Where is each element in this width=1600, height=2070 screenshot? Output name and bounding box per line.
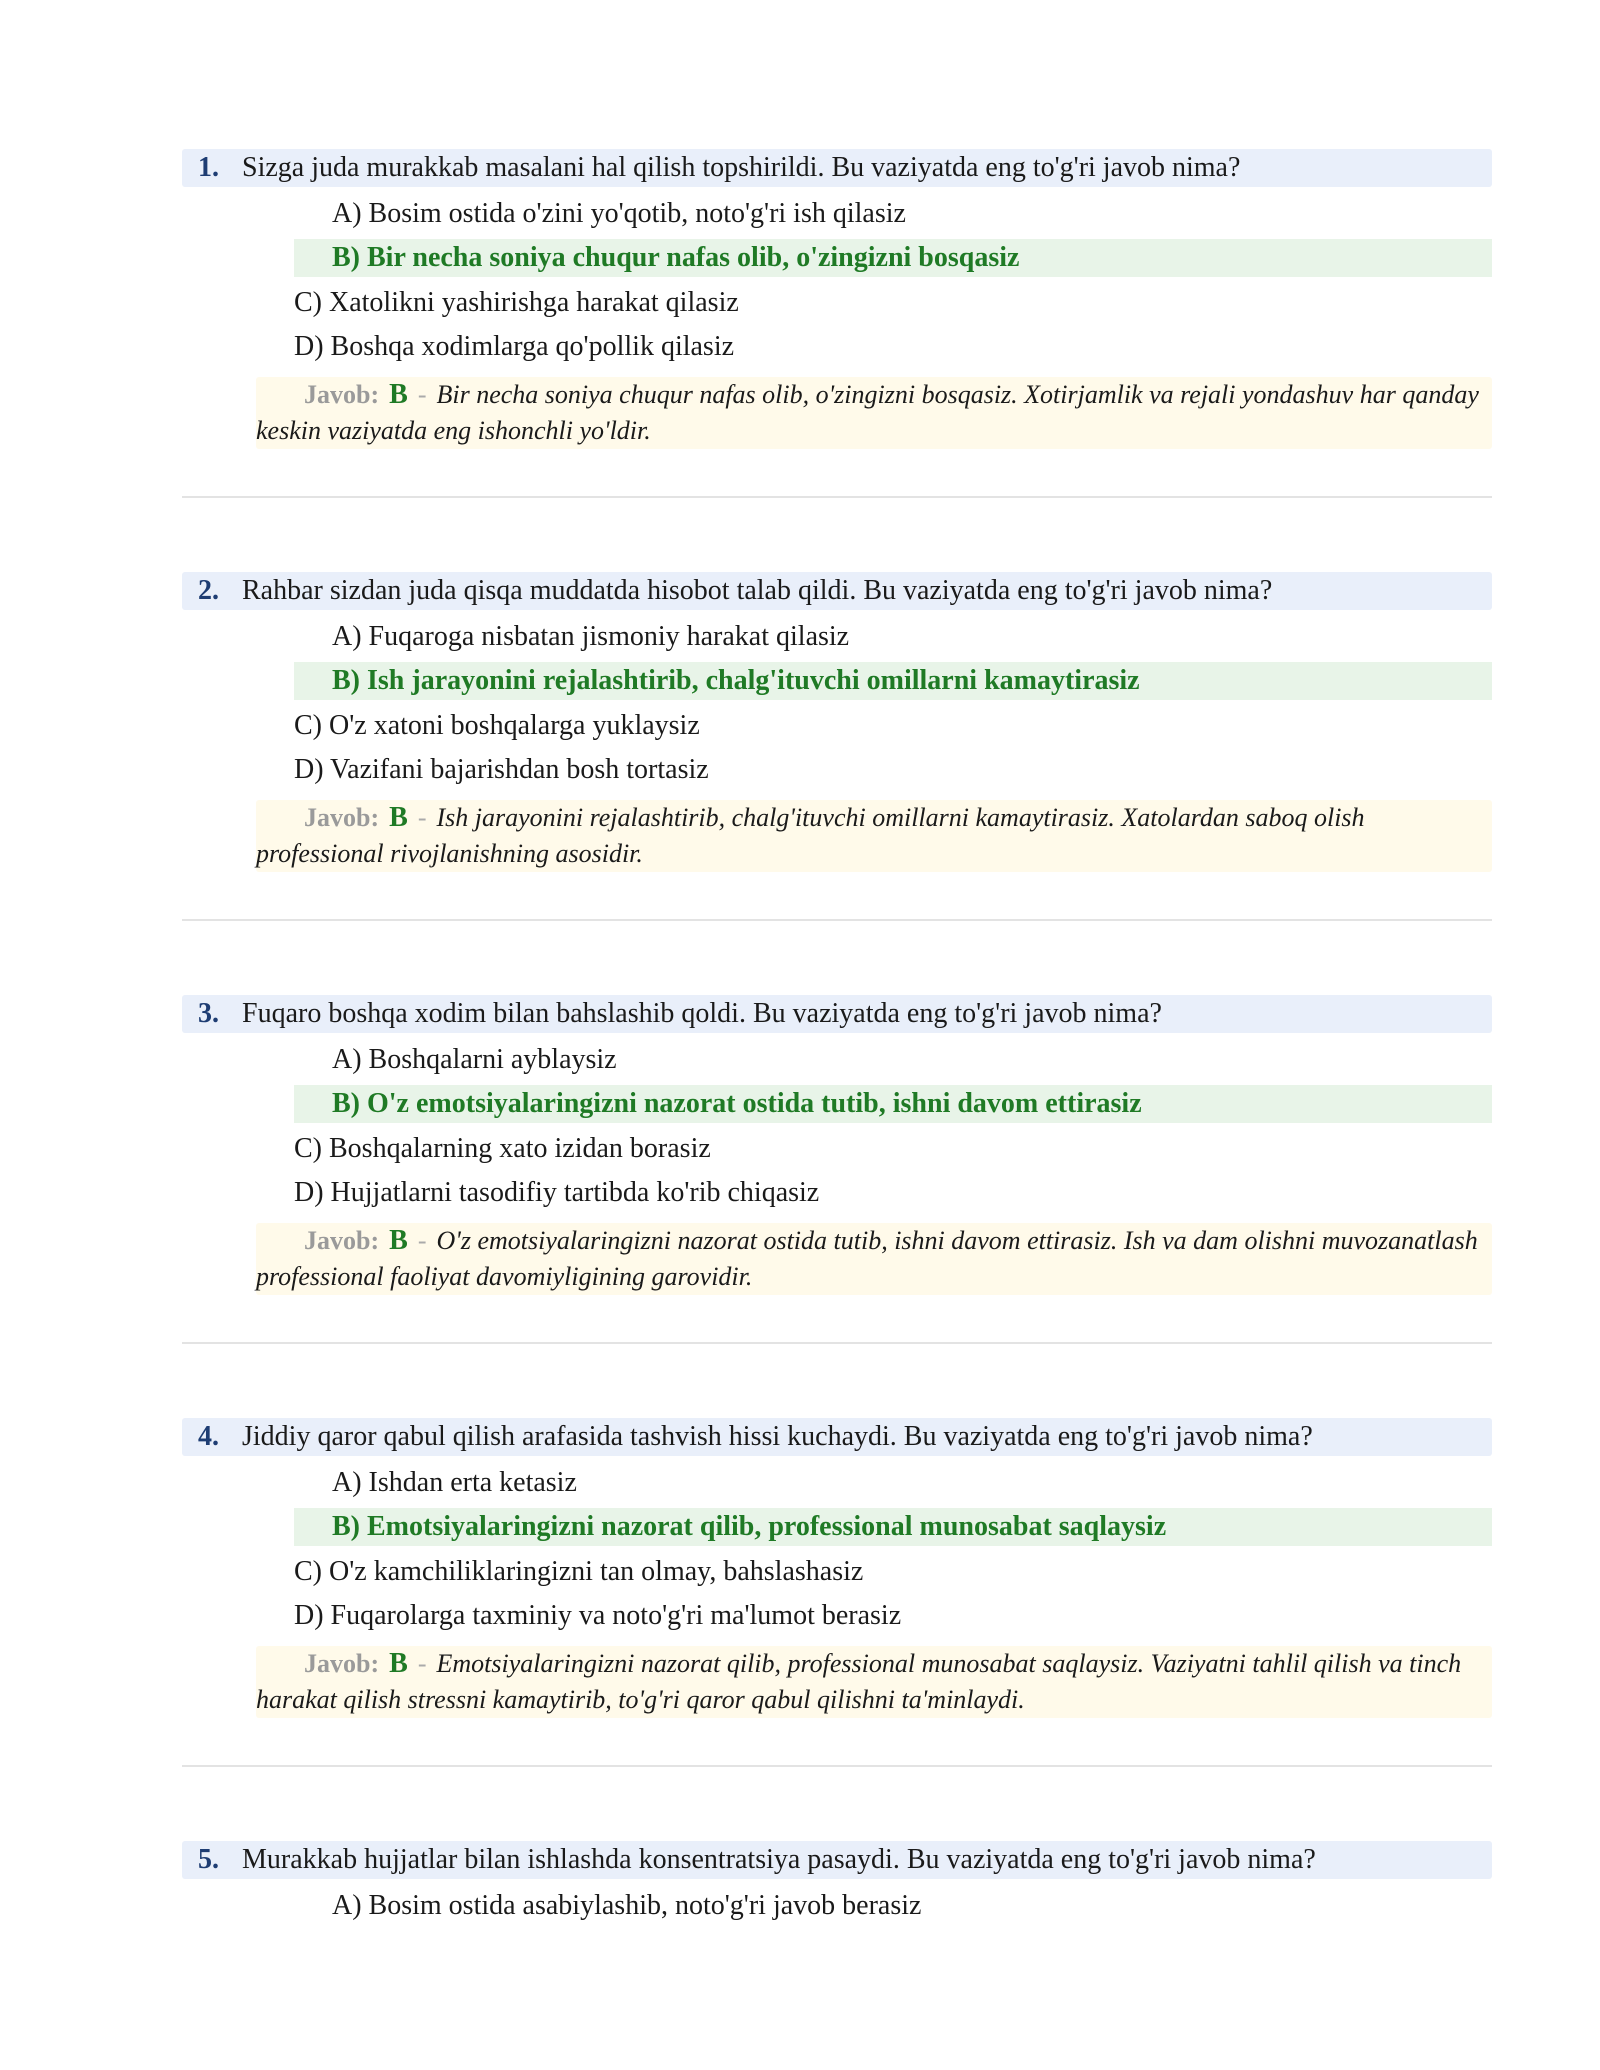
option-a: A) Ishdan erta ketasiz	[332, 1467, 577, 1498]
divider	[182, 1765, 1492, 1767]
question-number: 4.	[198, 1421, 219, 1452]
question-header	[182, 995, 1492, 1033]
answer-box	[256, 377, 1492, 449]
question-text: Murakkab hujjatlar bilan ishlashda konsentratsiya pasaydi. Bu vaziyatda eng to'g'ri javob nima?	[242, 1844, 1316, 1875]
answer-label: Javob:	[304, 380, 380, 409]
divider	[182, 1342, 1492, 1344]
question-block	[182, 572, 1492, 992]
question-block	[182, 1418, 1492, 1838]
answer-explanation: Ish jarayonini rejalashtirib, chalg'ituvchi omillarni kamaytirasiz. Xatolardan saboq olish professional rivojlanishning asosidir.	[256, 803, 1365, 868]
answer-box	[256, 1646, 1492, 1718]
divider	[182, 496, 1492, 498]
answer-dash: -	[417, 1226, 427, 1255]
option-a: A) Bosim ostida o'zini yo'qotib, noto'g'ri ish qilasiz	[332, 198, 906, 229]
option-b-correct: B) Ish jarayonini rejalashtirib, chalg'ituvchi omillarni kamaytirasiz	[294, 662, 1492, 700]
question-block	[182, 995, 1492, 1415]
answer-box	[256, 800, 1492, 872]
question-text: Fuqaro boshqa xodim bilan bahslashib qoldi. Bu vaziyatda eng to'g'ri javob nima?	[242, 998, 1162, 1029]
option-c: C) O'z xatoni boshqalarga yuklaysiz	[294, 710, 700, 741]
answer-letter: B	[389, 802, 408, 833]
option-d: D) Boshqa xodimlarga qo'pollik qilasiz	[294, 331, 735, 362]
answer-explanation: Emotsiyalaringizni nazorat qilib, professional munosabat saqlaysiz. Vaziyatni tahlil qilish va tinch harakat qilish stressni kamaytirib, to'g'ri qaror qabul qilishni ta'minlaydi.	[256, 1649, 1462, 1714]
answer-label: Javob:	[304, 1649, 380, 1678]
question-header	[182, 1418, 1492, 1456]
option-b-correct: B) Bir necha soniya chuqur nafas olib, o'zingizni bosqasiz	[294, 239, 1492, 277]
answer-explanation: Bir necha soniya chuqur nafas olib, o'zingizni bosqasiz. Xotirjamlik va rejali yondashuv har qanday keskin vaziyatda eng ishonchli yo'ldir.	[256, 380, 1479, 445]
answer-label: Javob:	[304, 803, 380, 832]
question-number: 3.	[198, 998, 219, 1029]
option-a: A) Fuqaroga nisbatan jismoniy harakat qilasiz	[332, 621, 850, 652]
answer-dash: -	[417, 380, 427, 409]
option-d: D) Hujjatlarni tasodifiy tartibda ko'rib chiqasiz	[294, 1177, 820, 1208]
question-block	[182, 149, 1492, 569]
answer-letter: B	[389, 379, 408, 410]
option-a: A) Bosim ostida asabiylashib, noto'g'ri javob berasiz	[332, 1890, 922, 1921]
option-b-correct: B) Emotsiyalaringizni nazorat qilib, professional munosabat saqlaysiz	[294, 1508, 1492, 1546]
answer-dash: -	[417, 803, 427, 832]
divider	[182, 919, 1492, 921]
answer-explanation: O'z emotsiyalaringizni nazorat ostida tutib, ishni davom ettirasiz. Ish va dam olishni muvozanatlash professional faoliyat davomiyligining garovidir.	[256, 1226, 1478, 1291]
answer-letter: B	[389, 1648, 408, 1679]
question-header	[182, 572, 1492, 610]
option-d: D) Vazifani bajarishdan bosh tortasiz	[294, 754, 709, 785]
option-a: A) Boshqalarni ayblaysiz	[332, 1044, 617, 1075]
question-text: Sizga juda murakkab masalani hal qilish topshirildi. Bu vaziyatda eng to'g'ri javob nima?	[242, 152, 1241, 183]
option-d: D) Fuqarolarga taxminiy va noto'g'ri ma'lumot berasiz	[294, 1600, 902, 1631]
answer-letter: B	[389, 1225, 408, 1256]
answer-box	[256, 1223, 1492, 1295]
question-block	[182, 1841, 1492, 1941]
question-header	[182, 149, 1492, 187]
question-header	[182, 1841, 1492, 1879]
option-c: C) O'z kamchiliklaringizni tan olmay, bahslashasiz	[294, 1556, 864, 1587]
answer-label: Javob:	[304, 1226, 380, 1255]
option-c: C) Boshqalarning xato izidan borasiz	[294, 1133, 711, 1164]
option-c: C) Xatolikni yashirishga harakat qilasiz	[294, 287, 739, 318]
question-number: 2.	[198, 575, 219, 606]
answer-dash: -	[417, 1649, 427, 1678]
option-b-correct: B) O'z emotsiyalaringizni nazorat ostida tutib, ishni davom ettirasiz	[294, 1085, 1492, 1123]
question-text: Jiddiy qaror qabul qilish arafasida tashvish hissi kuchaydi. Bu vaziyatda eng to'g'ri javob nima?	[242, 1421, 1313, 1452]
question-text: Rahbar sizdan juda qisqa muddatda hisobot talab qildi. Bu vaziyatda eng to'g'ri javob nima?	[242, 575, 1273, 606]
question-number: 5.	[198, 1844, 219, 1875]
question-number: 1.	[198, 152, 219, 183]
